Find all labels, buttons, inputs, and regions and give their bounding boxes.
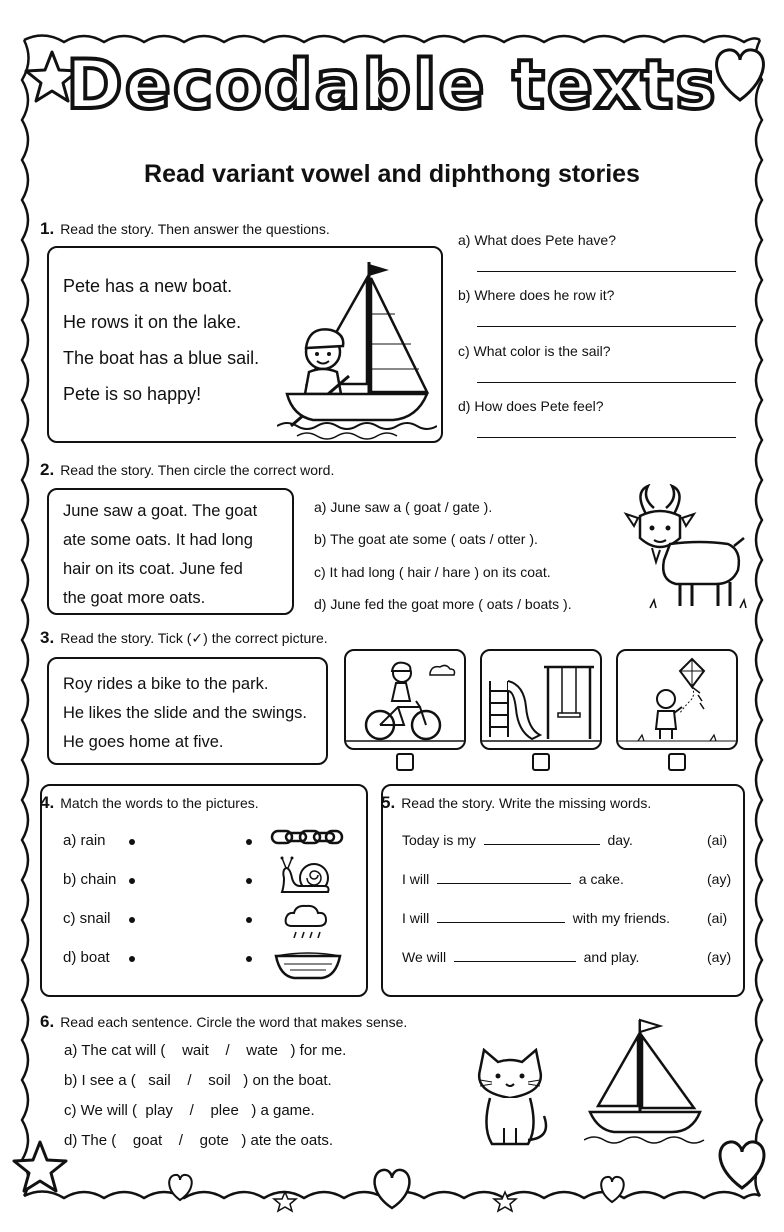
sense-item-b: b) I see a ( sail / soil ) on the boat.: [64, 1072, 332, 1089]
match-dot-left[interactable]: [129, 878, 135, 884]
star-icon-bottom-left: [14, 1142, 66, 1191]
section-6-heading: 6. Read each sentence. Circle the word that makes sense.: [40, 1012, 408, 1031]
answer-line-d[interactable]: [477, 437, 736, 438]
word-option[interactable]: gate: [452, 499, 480, 515]
section-2-story-box: [47, 488, 294, 615]
word-option[interactable]: boats: [524, 596, 560, 612]
blank-line[interactable]: [437, 883, 571, 884]
word-option[interactable]: oats: [459, 531, 486, 547]
section-1-story-box: [47, 246, 443, 443]
story-line: The boat has a blue sail.: [63, 348, 260, 368]
word-option[interactable]: wate: [246, 1042, 278, 1059]
match-word-rain: a) rain: [63, 832, 106, 849]
story-line: He goes home at five.: [63, 733, 224, 751]
sense-item-d: d) The ( goat / gote ) ate the oats.: [64, 1132, 334, 1149]
tick-box-bike[interactable]: [396, 753, 414, 771]
section-3-story-box: [47, 657, 328, 765]
playground-icon: [482, 651, 600, 748]
match-dot-right[interactable]: [246, 878, 252, 884]
heart-icon-bottom-center: [375, 1170, 410, 1208]
section-4-box: [40, 784, 368, 997]
heart-icon-bottom-right: [720, 1142, 764, 1188]
sense-item-a: a) The cat will ( wait / wate ) for me.: [64, 1042, 347, 1059]
story-line: He likes the slide and the swings.: [63, 704, 307, 722]
match-dot-right[interactable]: [246, 839, 252, 845]
section-4-heading: 4. Match the words to the pictures.: [40, 793, 259, 812]
story-line: June saw a goat. The goat: [63, 502, 258, 520]
section-1-heading: 1. Read the story. Then answer the questions.: [40, 219, 330, 238]
blank-line[interactable]: [454, 961, 576, 962]
match-word-chain: b) chain: [63, 871, 117, 888]
story-line: the goat more oats.: [63, 589, 206, 607]
section-2-heading: 2. Read the story. Then circle the correct word.: [40, 460, 335, 479]
word-option[interactable]: gote: [199, 1132, 229, 1149]
word-option[interactable]: hair: [407, 564, 431, 580]
boy-sailboat-illustration: [277, 254, 437, 440]
word-option[interactable]: oats: [486, 596, 514, 612]
fill-row-4: We will and play.: [402, 949, 640, 965]
story-line: He rows it on the lake.: [63, 312, 242, 332]
blank-line[interactable]: [437, 922, 565, 923]
chain-icon: [270, 826, 344, 848]
match-dot-left[interactable]: [129, 917, 135, 923]
heart-icon-bottom-right-small: [601, 1177, 624, 1202]
answer-line-a[interactable]: [477, 271, 736, 272]
snail-icon: [278, 856, 334, 896]
question-d: d) How does Pete feel?: [458, 398, 604, 414]
phonics-hint: (ai): [707, 910, 728, 926]
tick-box-kite[interactable]: [668, 753, 686, 771]
story-line: Pete has a new boat.: [63, 276, 233, 296]
word-option[interactable]: plee: [210, 1102, 239, 1119]
story-line: ate some oats. It had long: [63, 531, 253, 549]
word-option[interactable]: otter: [497, 531, 526, 547]
match-dot-right[interactable]: [246, 917, 252, 923]
match-dot-right[interactable]: [246, 956, 252, 962]
fill-row-1: Today is my day.: [402, 832, 633, 848]
question-c: c) What color is the sail?: [458, 343, 611, 359]
fill-row-3: I will with my friends.: [402, 910, 671, 926]
word-option[interactable]: sail: [148, 1072, 171, 1089]
fill-row-2: I will a cake.: [402, 871, 624, 887]
word-option[interactable]: soil: [208, 1072, 231, 1089]
sense-item-c: c) We will ( play / plee ) a game.: [64, 1102, 315, 1119]
word-option[interactable]: goat: [132, 1132, 163, 1149]
circle-item-a: a) June saw a ( goat / gate ).: [314, 499, 493, 515]
bike-icon: [346, 651, 464, 748]
question-a: a) What does Pete have?: [458, 232, 616, 248]
page-title: Decodable texts: [66, 46, 718, 125]
word-option[interactable]: goat: [413, 499, 441, 515]
blank-line[interactable]: [484, 844, 600, 845]
phonics-hint: (ai): [707, 832, 728, 848]
word-option[interactable]: hare: [442, 564, 471, 580]
word-option[interactable]: play: [145, 1102, 173, 1119]
tick-box-playground[interactable]: [532, 753, 550, 771]
boat-icon: [272, 946, 344, 982]
match-word-boat: d) boat: [63, 949, 110, 966]
answer-line-c[interactable]: [477, 382, 736, 383]
star-icon-bottom-small-1: [274, 1192, 296, 1211]
picture-boy-with-kite[interactable]: [616, 649, 738, 750]
word-option[interactable]: wait: [182, 1042, 209, 1059]
question-b: b) Where does he row it?: [458, 287, 615, 303]
sailboat-illustration: [584, 1014, 710, 1146]
match-word-snail: c) snail: [63, 910, 111, 927]
story-line: Pete is so happy!: [63, 384, 202, 404]
match-dot-left[interactable]: [129, 956, 135, 962]
rain-cloud-icon: [282, 902, 330, 944]
cat-illustration: [470, 1048, 554, 1148]
section-5-heading: 5. Read the story. Write the missing words.: [381, 793, 652, 812]
goat-illustration: [620, 484, 748, 614]
picture-boy-on-bike[interactable]: [344, 649, 466, 750]
page-subtitle: Read variant vowel and diphthong stories: [144, 160, 640, 188]
story-line: Roy rides a bike to the park.: [63, 675, 269, 693]
kite-icon: [618, 651, 736, 748]
circle-item-c: c) It had long ( hair / hare ) on its coat.: [314, 564, 551, 580]
story-line: hair on its coat. June fed: [63, 560, 243, 578]
answer-line-b[interactable]: [477, 326, 736, 327]
match-dot-left[interactable]: [129, 839, 135, 845]
picture-slide-and-swing[interactable]: [480, 649, 602, 750]
phonics-hint: (ay): [707, 949, 732, 965]
phonics-hint: (ay): [707, 871, 732, 887]
section-5-box: [381, 784, 745, 997]
circle-item-d: d) June fed the goat more ( oats / boats ).: [314, 596, 572, 612]
section-3-heading: 3. Read the story. Tick (✓) the correct picture.: [40, 628, 328, 647]
circle-item-b: b) The goat ate some ( oats / otter ).: [314, 531, 538, 547]
